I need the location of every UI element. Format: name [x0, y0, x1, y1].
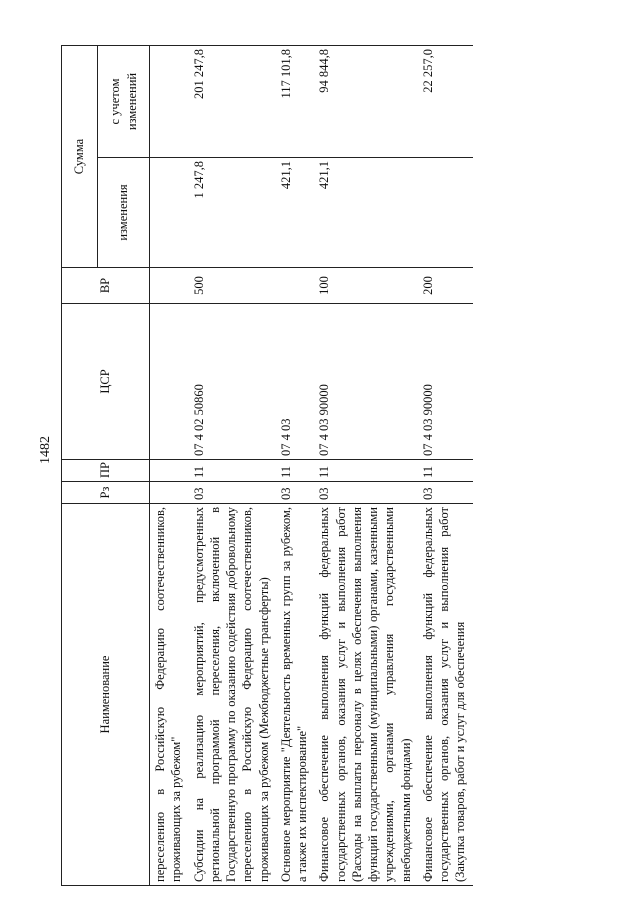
row-with-changes: 94 844,8 — [314, 46, 418, 158]
row-changes: 1 247,8 — [189, 158, 276, 268]
row-csr: 07 4 03 90000 — [418, 304, 473, 460]
row-changes: 421,1 — [276, 158, 315, 268]
budget-table — [61, 45, 473, 886]
header-pr: ПР — [62, 460, 150, 482]
row-vr: 500 — [189, 268, 276, 304]
row-rz: 03 — [314, 482, 418, 504]
row-pr — [150, 460, 189, 482]
row-rz: 03 — [418, 482, 473, 504]
row-csr: 07 4 02 50860 — [189, 304, 276, 460]
row-with-changes: 201 247,8 — [189, 46, 276, 158]
row-pr: 11 — [189, 460, 276, 482]
row-name: Финансовое обеспечение выполнения функций федеральных государственных органов, оказания услуг и выполнения работ (Расходы на выплаты персоналу в целях обеспечения выполнения функций государственными (муниципальными) органами, казенными учреждениями, органами управления государственными внебюджетными фондами) — [314, 504, 418, 886]
header-name: Наименование — [62, 504, 150, 886]
table-body — [150, 46, 473, 886]
row-changes — [150, 158, 189, 268]
page-number: 1482 — [38, 436, 53, 464]
row-rz — [150, 482, 189, 504]
row-rz: 03 — [189, 482, 276, 504]
row-pr: 11 — [314, 460, 418, 482]
header-with-changes: с учетом изменений — [98, 46, 150, 158]
row-csr: 07 4 03 90000 — [314, 304, 418, 460]
header-changes: изменения — [98, 158, 150, 268]
row-pr: 11 — [418, 460, 473, 482]
row-csr — [150, 304, 189, 460]
row-changes — [418, 158, 473, 268]
row-vr — [276, 268, 315, 304]
table-row — [150, 46, 189, 886]
row-pr: 11 — [276, 460, 315, 482]
row-name: Финансовое обеспечение выполнения функций федеральных государственных органов, оказания услуг и выполнения работ (Закупка товаров, работ и услуг для обеспечения — [418, 504, 473, 886]
budget-table-page — [61, 46, 591, 886]
row-vr — [150, 268, 189, 304]
row-changes: 421,1 — [314, 158, 418, 268]
row-name: Субсидии на реализацию мероприятий, предусмотренных региональной программой переселения, включенной в Государственную программу по оказанию содействия добровольному переселению в Российскую Федерацию соотечественников, проживающих за рубежом (Межбюджетные трансферты) — [189, 504, 276, 886]
row-vr: 200 — [418, 268, 473, 304]
table-row — [189, 46, 276, 886]
row-name: Основное мероприятие "Деятельность временных групп за рубежом, а также их инспектирование" — [276, 504, 315, 886]
row-csr: 07 4 03 — [276, 304, 315, 460]
table-row — [276, 46, 315, 886]
table-row — [314, 46, 418, 886]
header-vr: ВР — [62, 268, 150, 304]
row-with-changes: 22 257,0 — [418, 46, 473, 158]
row-rz: 03 — [276, 482, 315, 504]
header-rz: Рз — [62, 482, 150, 504]
table-header — [62, 46, 150, 886]
header-csr: ЦСР — [62, 304, 150, 460]
header-sum: Сумма — [62, 46, 98, 268]
row-name: переселению в Российскую Федерацию соотечественников, проживающих за рубежом" — [150, 504, 189, 886]
row-vr: 100 — [314, 268, 418, 304]
row-with-changes — [150, 46, 189, 158]
row-with-changes: 117 101,8 — [276, 46, 315, 158]
table-row — [418, 46, 473, 886]
